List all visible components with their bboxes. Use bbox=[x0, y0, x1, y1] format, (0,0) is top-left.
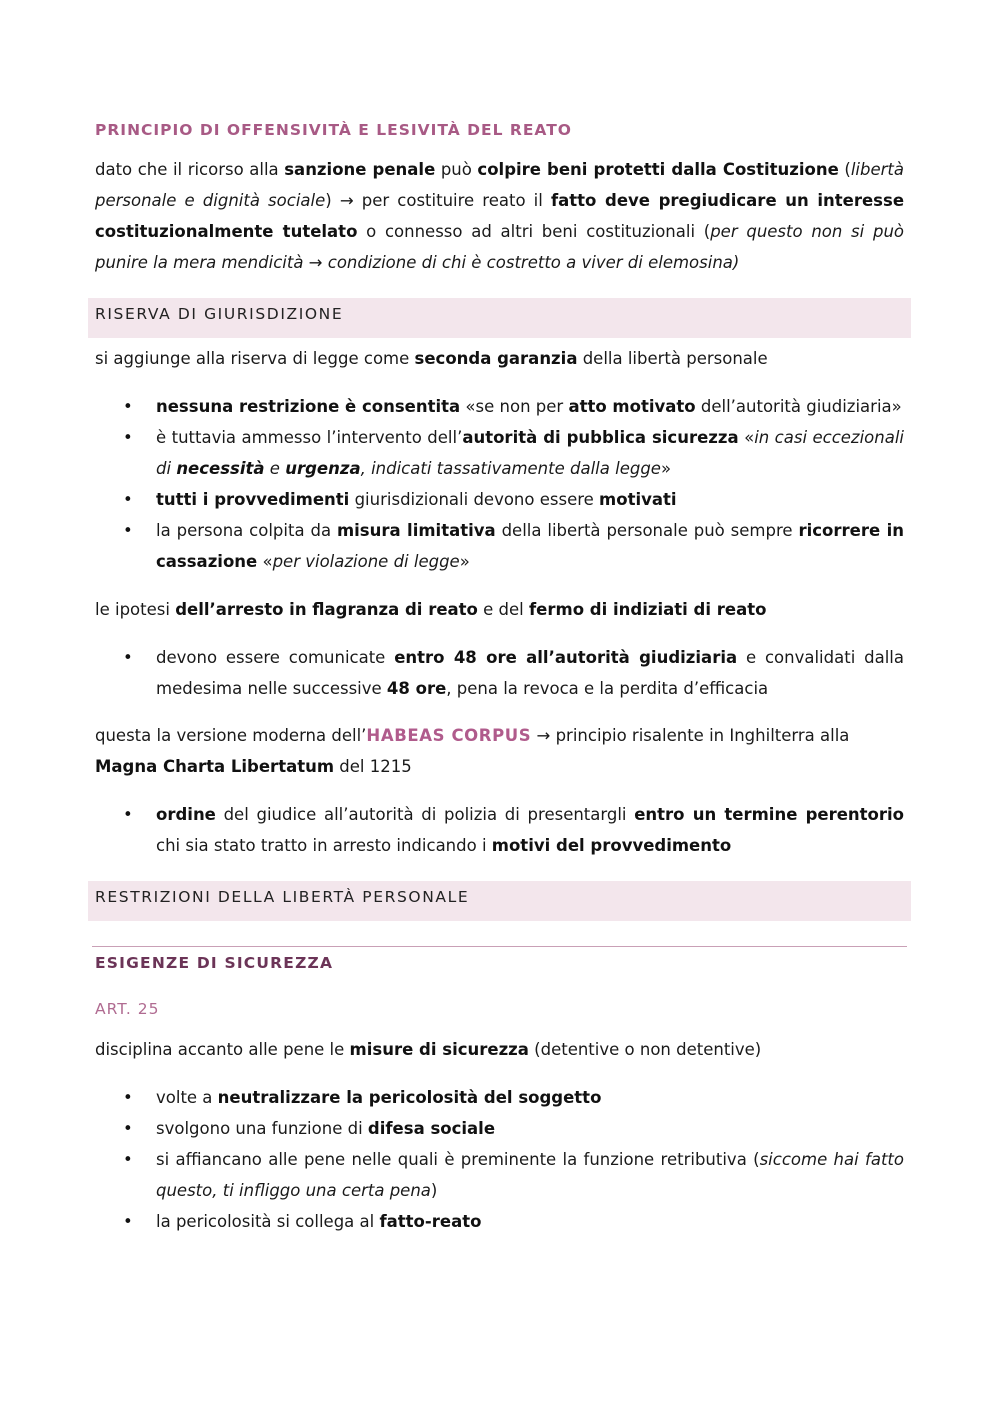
band-title: RISERVA DI GIURISDIZIONE bbox=[95, 305, 344, 323]
paragraph-offensivita: dato che il ricorso alla sanzione penale può colpire beni protetti dalla Costituzione (libertà personale e dignità sociale) → per costituire reato il fatto deve pregiudicare un interesse costituzionalmente tutelato o connesso ad altri beni costituzionali (per questo non si può punire la mera mendicità → condizione di chi è costretto a viver di elemosina) bbox=[95, 160, 905, 272]
list-item: • volte a neutralizzare la pericolosità del soggetto bbox=[95, 1082, 904, 1113]
heading-esigenze: ESIGENZE DI SICUREZZA bbox=[95, 954, 334, 972]
list-riserva bbox=[95, 391, 904, 577]
section-divider bbox=[92, 946, 907, 947]
list-item: • la persona colpita da misura limitativa della libertà personale può sempre ricorrere in cassazione «per violazione di legge» bbox=[95, 515, 904, 577]
heading-offensivita: PRINCIPIO DI OFFENSIVITÀ E LESIVITÀ DEL REATO bbox=[95, 121, 572, 139]
band-title: RESTRIZIONI DELLA LIBERTÀ PERSONALE bbox=[95, 888, 470, 906]
list-item: • tutti i provvedimenti giurisdizionali devono essere motivati bbox=[95, 484, 904, 515]
habeas-corpus-term: HABEAS CORPUS bbox=[366, 726, 532, 745]
section-band-restrizioni bbox=[88, 881, 911, 921]
paragraph-misure: disciplina accanto alle pene le misure di sicurezza (detentive o non detentive) bbox=[95, 1040, 762, 1059]
list-item: • nessuna restrizione è consentita «se non per atto motivato dell’autorità giudiziaria» bbox=[95, 391, 904, 422]
list-item: • la pericolosità si collega al fatto-reato bbox=[95, 1206, 904, 1237]
list-habeas bbox=[95, 799, 904, 861]
list-item: • si affiancano alle pene nelle quali è preminente la funzione retributiva (siccome hai fatto questo, ti infliggo una certa pena) bbox=[95, 1144, 904, 1206]
list-item: • svolgono una funzione di difesa sociale bbox=[95, 1113, 904, 1144]
list-ipotesi bbox=[95, 642, 904, 704]
paragraph-habeas: questa la versione moderna dell’HABEAS CORPUS → principio risalente in Inghilterra alla Magna Charta Libertatum del 1215 bbox=[95, 726, 850, 776]
article-label: ART. 25 bbox=[95, 1000, 160, 1018]
list-misure bbox=[95, 1082, 904, 1237]
paragraph-riserva-intro: si aggiunge alla riserva di legge come seconda garanzia della libertà personale bbox=[95, 349, 768, 368]
paragraph-ipotesi: le ipotesi dell’arresto in flagranza di reato e del fermo di indiziati di reato bbox=[95, 600, 767, 619]
list-item: • devono essere comunicate entro 48 ore all’autorità giudiziaria e convalidati dalla medesima nelle successive 48 ore, pena la revoca e la perdita d’efficacia bbox=[95, 642, 904, 704]
section-band-riserva bbox=[88, 298, 911, 338]
list-item: • ordine del giudice all’autorità di polizia di presentargli entro un termine perentorio chi sia stato tratto in arresto indicando i motivi del provvedimento bbox=[95, 799, 904, 861]
list-item: • è tuttavia ammesso l’intervento dell’autorità di pubblica sicurezza «in casi eccezionali di necessità e urgenza, indicati tassativamente dalla legge» bbox=[95, 422, 904, 484]
